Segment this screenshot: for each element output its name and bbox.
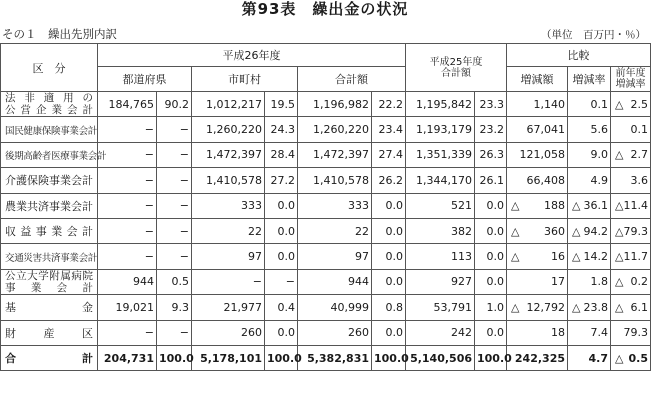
row-label: 国民健康保険事業会計 — [1, 117, 98, 142]
table-subtitle: その１ 繰出先別内訳 — [2, 27, 117, 41]
pref-amount: − — [98, 168, 157, 193]
change-rate — [568, 345, 611, 370]
prev-pct: 0.0 — [475, 193, 507, 218]
transfer-table — [0, 43, 651, 371]
table-row — [1, 320, 651, 345]
pref-amount: − — [98, 320, 157, 345]
prev-amount: 5,140,506 — [406, 345, 475, 370]
prev-amount: 521 — [406, 193, 475, 218]
change-amount-value: 188 — [544, 199, 566, 213]
prev-rate — [611, 117, 651, 142]
minus-triangle-icon: △ — [615, 199, 624, 213]
prev-pct: 0.0 — [475, 269, 507, 294]
minus-triangle-icon: △ — [572, 250, 581, 264]
row-label-line2: 事業会計 — [5, 281, 93, 294]
prev-rate-value: 0.2 — [630, 275, 649, 289]
muni-amount: 260 — [192, 320, 265, 345]
header-fy2025-line1: 平成25年度 — [429, 56, 483, 68]
pref-amount: − — [98, 218, 157, 243]
change-amount — [507, 244, 568, 269]
prev-amount: 1,344,170 — [406, 168, 475, 193]
header-fy2025-line2: 合計額 — [441, 67, 471, 79]
total-row — [1, 345, 651, 370]
change-amount — [507, 117, 568, 142]
total-pct: 0.0 — [372, 269, 406, 294]
row-label: 交通災害共済事業会計 — [1, 244, 98, 269]
pref-pct: 100.0 — [157, 345, 192, 370]
total-amount: 260 — [298, 320, 372, 345]
header-prev-rate-line1: 前年度 — [615, 68, 646, 79]
change-amount-value: 18 — [551, 326, 566, 340]
change-amount-value: 1,140 — [533, 97, 566, 111]
minus-triangle-icon: △ — [615, 224, 624, 238]
table-row — [1, 168, 651, 193]
pref-pct: − — [157, 244, 192, 269]
prev-rate-value: 2.5 — [630, 97, 649, 111]
pref-pct: − — [157, 193, 192, 218]
muni-amount: 1,260,220 — [192, 117, 265, 142]
muni-amount: 22 — [192, 218, 265, 243]
prev-pct: 26.1 — [475, 168, 507, 193]
table-row — [1, 92, 651, 117]
row-label — [1, 92, 98, 117]
prev-rate — [611, 193, 651, 218]
pref-amount: − — [98, 142, 157, 167]
minus-triangle-icon: △ — [511, 224, 520, 238]
muni-amount: 1,410,578 — [192, 168, 265, 193]
total-amount: 22 — [298, 218, 372, 243]
pref-pct: 0.5 — [157, 269, 192, 294]
change-rate — [568, 218, 611, 243]
minus-triangle-icon: △ — [615, 351, 624, 365]
muni-amount: 5,178,101 — [192, 345, 265, 370]
table-row — [1, 244, 651, 269]
change-amount — [507, 345, 568, 370]
prev-rate-value: 11.7 — [623, 250, 649, 264]
pref-pct: 9.3 — [157, 295, 192, 320]
change-rate-value: 1.8 — [590, 275, 609, 289]
total-pct: 0.0 — [372, 320, 406, 345]
muni-pct: 0.0 — [265, 218, 298, 243]
minus-triangle-icon: △ — [572, 199, 581, 213]
muni-pct: 27.2 — [265, 168, 298, 193]
table-row — [1, 269, 651, 294]
total-pct: 0.8 — [372, 295, 406, 320]
header-total-amount: 合計額 — [298, 67, 406, 92]
pref-pct: − — [157, 320, 192, 345]
change-rate — [568, 269, 611, 294]
change-amount — [507, 193, 568, 218]
prev-pct: 0.0 — [475, 218, 507, 243]
total-pct: 100.0 — [372, 345, 406, 370]
change-amount-value: 242,325 — [514, 351, 566, 365]
total-pct: 22.2 — [372, 92, 406, 117]
prev-rate — [611, 244, 651, 269]
row-label: 介護保険事業会計 — [1, 168, 98, 193]
minus-triangle-icon: △ — [615, 250, 624, 264]
pref-amount: 944 — [98, 269, 157, 294]
prev-pct: 1.0 — [475, 295, 507, 320]
total-amount: 5,382,831 — [298, 345, 372, 370]
prev-pct: 26.3 — [475, 142, 507, 167]
pref-pct: 90.2 — [157, 92, 192, 117]
muni-pct: 28.4 — [265, 142, 298, 167]
change-amount-value: 12,792 — [526, 300, 566, 314]
row-label: 後期高齢者医療事業会計 — [1, 142, 98, 167]
pref-amount: 19,021 — [98, 295, 157, 320]
header-fy2026: 平成26年度 — [98, 44, 406, 67]
header-prev-rate — [611, 67, 651, 92]
header-municipality: 市町村 — [192, 67, 298, 92]
prev-rate — [611, 168, 651, 193]
pref-pct: − — [157, 168, 192, 193]
change-amount — [507, 142, 568, 167]
total-amount: 333 — [298, 193, 372, 218]
header-category: 区 分 — [1, 44, 98, 92]
pref-amount: − — [98, 193, 157, 218]
pref-pct: − — [157, 142, 192, 167]
change-rate-value: 9.0 — [590, 148, 609, 162]
prev-rate — [611, 142, 651, 167]
minus-triangle-icon: △ — [572, 300, 581, 314]
row-label — [1, 269, 98, 294]
change-amount — [507, 295, 568, 320]
row-label-line2: 公営企業会計 — [5, 104, 93, 117]
change-amount-value: 66,408 — [526, 173, 566, 187]
header-fy2025 — [406, 44, 507, 92]
minus-triangle-icon: △ — [511, 199, 520, 213]
total-pct: 0.0 — [372, 193, 406, 218]
muni-amount: 1,472,397 — [192, 142, 265, 167]
prev-rate — [611, 320, 651, 345]
total-amount: 1,196,982 — [298, 92, 372, 117]
muni-pct: 24.3 — [265, 117, 298, 142]
prev-amount: 382 — [406, 218, 475, 243]
muni-amount: 333 — [192, 193, 265, 218]
total-amount: 97 — [298, 244, 372, 269]
prev-amount: 242 — [406, 320, 475, 345]
change-rate-value: 0.1 — [590, 97, 609, 111]
unit-note: （単位 百万円・％） — [541, 29, 646, 41]
change-rate-value: 7.4 — [590, 326, 609, 340]
minus-triangle-icon: △ — [615, 97, 624, 111]
pref-amount: 184,765 — [98, 92, 157, 117]
change-rate-value: 36.1 — [583, 199, 609, 213]
minus-triangle-icon: △ — [511, 300, 520, 314]
total-pct: 26.2 — [372, 168, 406, 193]
muni-pct: 0.4 — [265, 295, 298, 320]
change-amount — [507, 218, 568, 243]
prev-amount: 53,791 — [406, 295, 475, 320]
total-amount: 1,472,397 — [298, 142, 372, 167]
page-title: 第93表 繰出金の状況 — [241, 0, 409, 18]
table-row — [1, 218, 651, 243]
change-amount-value: 17 — [551, 275, 566, 289]
prev-rate — [611, 345, 651, 370]
row-label: 財産区 — [1, 320, 98, 345]
pref-pct: − — [157, 218, 192, 243]
pref-amount: 204,731 — [98, 345, 157, 370]
change-amount-value: 360 — [544, 224, 566, 238]
change-amount-value: 67,041 — [526, 123, 566, 137]
change-amount — [507, 269, 568, 294]
row-label-line1: 公立大学附属病院 — [5, 269, 93, 282]
prev-amount: 113 — [406, 244, 475, 269]
change-amount — [507, 92, 568, 117]
header-prefecture: 都道府県 — [98, 67, 192, 92]
table-row — [1, 142, 651, 167]
total-amount: 1,410,578 — [298, 168, 372, 193]
prev-amount: 1,193,179 — [406, 117, 475, 142]
header-change-amount: 増減額 — [507, 67, 568, 92]
change-amount-value: 16 — [551, 250, 566, 264]
change-rate-value: 94.2 — [583, 224, 609, 238]
muni-pct: 19.5 — [265, 92, 298, 117]
change-amount-value: 121,058 — [519, 148, 566, 162]
change-rate — [568, 295, 611, 320]
table-row — [1, 295, 651, 320]
change-rate-value: 5.6 — [590, 123, 609, 137]
prev-amount: 1,351,339 — [406, 142, 475, 167]
prev-rate-value: 79.3 — [623, 326, 649, 340]
change-rate-value: 4.9 — [590, 173, 609, 187]
prev-pct: 23.3 — [475, 92, 507, 117]
change-rate-value: 14.2 — [583, 250, 609, 264]
minus-triangle-icon: △ — [572, 224, 581, 238]
total-amount: 1,260,220 — [298, 117, 372, 142]
prev-rate-value: 79.3 — [623, 224, 649, 238]
header-change-rate: 増減率 — [568, 67, 611, 92]
row-label: 合計 — [1, 345, 98, 370]
minus-triangle-icon: △ — [615, 148, 624, 162]
header-prev-rate-line2: 増減率 — [615, 79, 646, 90]
change-rate — [568, 92, 611, 117]
minus-triangle-icon: △ — [615, 275, 624, 289]
change-rate — [568, 168, 611, 193]
minus-triangle-icon: △ — [615, 300, 624, 314]
muni-pct: − — [265, 269, 298, 294]
change-rate-value: 4.7 — [588, 351, 609, 365]
row-label-line1: 法非適用の — [5, 92, 93, 105]
prev-rate-value: 6.1 — [630, 300, 649, 314]
minus-triangle-icon: △ — [511, 250, 520, 264]
total-pct: 0.0 — [372, 244, 406, 269]
change-rate-value: 23.8 — [583, 300, 609, 314]
muni-pct: 100.0 — [265, 345, 298, 370]
total-pct: 0.0 — [372, 218, 406, 243]
muni-amount: 1,012,217 — [192, 92, 265, 117]
table-row — [1, 193, 651, 218]
change-rate — [568, 193, 611, 218]
change-amount — [507, 320, 568, 345]
prev-rate-value: 0.1 — [630, 123, 649, 137]
change-amount — [507, 168, 568, 193]
muni-amount: 97 — [192, 244, 265, 269]
pref-amount: − — [98, 244, 157, 269]
prev-rate-value: 0.5 — [628, 351, 649, 365]
row-label: 基金 — [1, 295, 98, 320]
prev-rate — [611, 92, 651, 117]
change-rate — [568, 142, 611, 167]
header-comparison: 比較 — [507, 44, 651, 67]
prev-rate-value: 11.4 — [623, 199, 649, 213]
table-row — [1, 117, 651, 142]
total-amount: 944 — [298, 269, 372, 294]
prev-pct: 23.2 — [475, 117, 507, 142]
muni-pct: 0.0 — [265, 320, 298, 345]
muni-amount: 21,977 — [192, 295, 265, 320]
prev-rate — [611, 269, 651, 294]
prev-amount: 927 — [406, 269, 475, 294]
row-label: 収益事業会計 — [1, 218, 98, 243]
total-amount: 40,999 — [298, 295, 372, 320]
row-label: 農業共済事業会計 — [1, 193, 98, 218]
muni-pct: 0.0 — [265, 244, 298, 269]
prev-rate — [611, 218, 651, 243]
total-pct: 23.4 — [372, 117, 406, 142]
change-rate — [568, 117, 611, 142]
prev-pct: 0.0 — [475, 320, 507, 345]
muni-pct: 0.0 — [265, 193, 298, 218]
prev-pct: 100.0 — [475, 345, 507, 370]
pref-amount: − — [98, 117, 157, 142]
prev-rate-value: 2.7 — [630, 148, 649, 162]
muni-amount: − — [192, 269, 265, 294]
total-pct: 27.4 — [372, 142, 406, 167]
change-rate — [568, 320, 611, 345]
prev-rate — [611, 295, 651, 320]
prev-amount: 1,195,842 — [406, 92, 475, 117]
change-rate — [568, 244, 611, 269]
pref-pct: − — [157, 117, 192, 142]
prev-rate-value: 3.6 — [630, 173, 649, 187]
prev-pct: 0.0 — [475, 244, 507, 269]
